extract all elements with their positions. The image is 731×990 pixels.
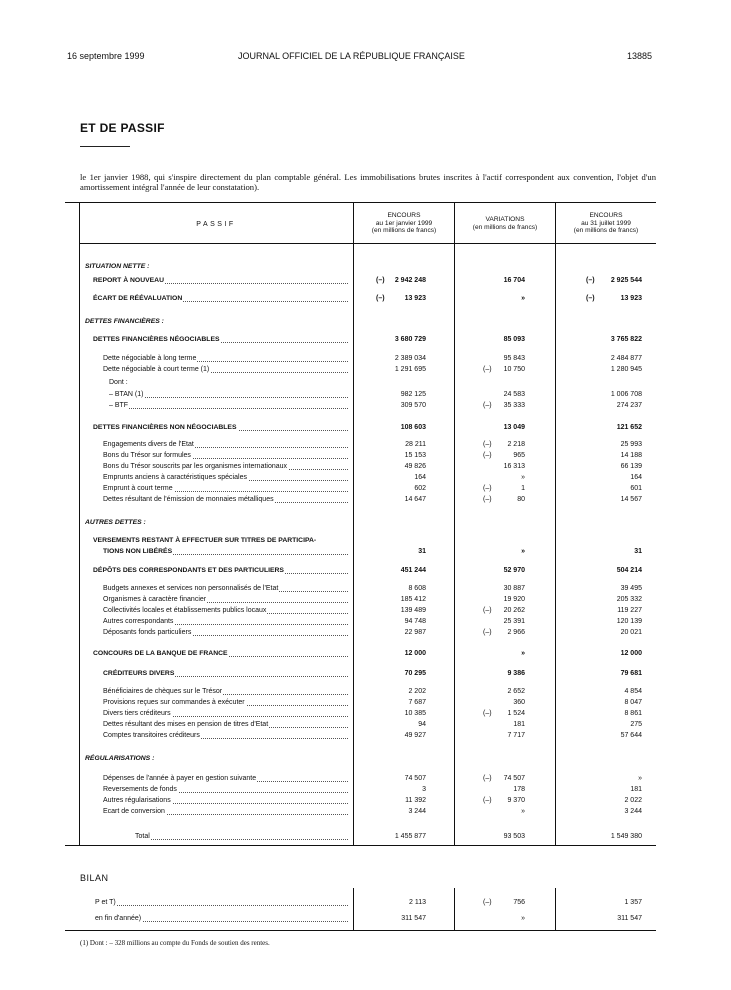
row-label [109,389,348,400]
row-label [103,806,348,817]
cell-variation: 2 218 [507,441,525,448]
sign-variation: (–) [483,710,492,717]
cell-encours-debut: 10 385 [404,710,426,717]
cell-encours-debut: 2 942 248 [394,277,426,284]
table-row [65,439,656,450]
row-label-text: Comptes transitoires créditeurs [103,732,200,739]
row-label-text: Emprunt à court terme [103,485,173,492]
cell-encours-fin: 2 022 [624,797,642,804]
table-row [65,494,656,505]
row-label-text: Autres régularisations [103,797,171,804]
row-label-text: RÉGULARISATIONS : [85,755,155,762]
row-label-text: Dont : [109,379,128,386]
row-label [93,535,348,546]
cell-encours-fin: 14 567 [620,496,642,503]
passif-table [65,202,656,846]
row-label-text: Dettes résultant de l'émission de monnaies métalliques [103,496,274,503]
table-row [65,831,656,842]
row-label [93,648,348,659]
cell-variation: 19 920 [503,596,525,603]
sign-variation: (–) [483,607,492,614]
bilan-table [65,888,656,931]
cell-encours-debut: 309 570 [400,402,426,409]
cell-variation: 85 093 [503,336,525,343]
cell-encours-debut: 3 [422,786,426,793]
sign-variation: (–) [483,366,492,373]
cell-variation: 74 507 [503,775,525,782]
row-label [85,753,348,764]
cell-encours-fin: 601 [630,485,642,492]
cell-encours-fin: 25 993 [620,441,642,448]
table-row [65,627,656,638]
cell-encours-fin: 121 652 [616,424,642,431]
cell-variation: 10 750 [503,366,525,373]
cell-variation: 9 370 [507,797,525,804]
cell-variation: 16 313 [503,463,525,470]
row-label [103,697,348,708]
cell-encours-fin: » [638,775,642,782]
row-label [103,719,348,730]
cell-variation: 13 049 [503,424,525,431]
table-row [65,913,656,924]
row-label-text: AUTRES DETTES : [85,519,146,526]
row-label-text: VERSEMENTS RESTANT À EFFECTUER SUR TITRES DE PARTICIPA- [93,537,317,544]
sign-variation: (–) [483,441,492,448]
cell-encours-debut: 1 455 877 [394,833,426,840]
row-label-text: REPORT À NOUVEAU [93,277,164,284]
table-row [65,605,656,616]
sign-variation: (–) [483,402,492,409]
cell-encours-debut: 12 000 [404,650,426,657]
cell-encours-fin: 3 244 [624,808,642,815]
cell-encours-fin: 274 237 [616,402,642,409]
row-label [103,583,348,594]
cell-encours-fin: 164 [630,474,642,481]
cell-encours-fin: 57 644 [620,732,642,739]
row-label [93,293,348,304]
row-label-text: Collectivités locales et établissements publics locaux [103,607,267,614]
cell-variation: 95 843 [503,355,525,362]
cell-encours-fin: 119 227 [617,607,642,614]
row-label [103,605,348,616]
row-label [85,316,348,327]
cell-encours-fin: 12 000 [620,650,642,657]
sign-encours-fin: (–) [586,295,595,302]
cell-encours-debut: 14 647 [404,496,426,503]
bilan-title: BILAN [80,873,109,883]
table-row [65,261,656,272]
table-row [65,773,656,784]
cell-variation: 9 386 [507,670,525,677]
table-row [65,422,656,433]
cell-encours-fin: 120 139 [616,618,642,625]
cell-encours-fin: 504 214 [616,567,642,574]
cell-encours-fin: 205 332 [616,596,642,603]
cell-encours-debut: 185 412 [400,596,426,603]
row-label-text: Provisions reçues sur commandes à exécuter [103,699,245,706]
cell-encours-debut: 31 [418,548,426,555]
sign-variation: (–) [483,629,492,636]
cell-encours-debut: 108 603 [400,424,426,431]
cell-variation: 2 966 [507,629,525,636]
cell-variation: 965 [513,452,525,459]
row-label-text: Engagements divers de l'Etat [103,441,194,448]
cell-encours-fin: 8 861 [624,710,642,717]
cell-encours-debut: 2 113 [409,899,426,906]
title-rule [80,146,130,147]
row-label [135,831,348,842]
cell-encours-debut: 451 244 [400,567,426,574]
cell-variation: 35 333 [503,402,525,409]
cell-encours-fin: 4 854 [624,688,642,695]
cell-encours-fin: 79 681 [620,670,642,677]
intro-paragraph: le 1er janvier 1988, qui s'inspire directement du plan comptable général. Les immobilisations brutes inscrites à l'actif correspondent aux convention, l'objet d'un amortissement intégral l'année de leur constatation). [80,172,656,192]
table-row [65,686,656,697]
row-label-text: Bénéficiaires de chèques sur le Trésor [103,688,223,695]
cell-encours-debut: 1 291 695 [394,366,426,373]
header-separator [79,243,656,244]
row-label-text: TIONS NON LIBÉRÉS [103,548,173,555]
row-label [103,784,348,795]
cell-encours-debut: 139 489 [400,607,426,614]
cell-variation: » [521,548,525,555]
cell-encours-fin: 20 021 [620,629,642,636]
cell-variation: 1 [521,485,525,492]
row-label-text: Bons du Trésor souscrits par les organismes internationaux [103,463,288,470]
row-label [93,422,348,433]
cell-encours-debut: 3 244 [408,808,426,815]
sign-encours-debut: (–) [376,295,385,302]
table-row [65,450,656,461]
row-label [103,730,348,741]
cell-encours-debut: 94 [418,721,426,728]
row-label [103,439,348,450]
row-label-text: Divers tiers créditeurs [103,710,171,717]
header-date: 16 septembre 1999 [67,51,145,61]
footnote: (1) Dont : – 328 millions au compte du Fonds de soutien des rentes. [80,939,270,947]
cell-encours-fin: 31 [634,548,642,555]
table-row [65,334,656,345]
col-header-encours-fin: ENCOURS au 31 juillet 1999 (en millions de francs) [573,212,639,235]
cell-encours-fin: 14 188 [620,452,642,459]
cell-encours-debut: 13 923 [404,295,426,302]
row-label-text: DÉPÔTS DES CORRESPONDANTS ET DES PARTICULIERS [93,567,284,574]
cell-variation: 178 [513,786,525,793]
row-label [103,353,348,364]
row-label [103,450,348,461]
row-label-text: – BTAN (1) [109,391,144,398]
cell-variation: 7 717 [507,732,525,739]
table-row [65,316,656,327]
cell-encours-debut: 7 687 [408,699,426,706]
sign-encours-fin: (–) [586,277,595,284]
cell-encours-fin: 181 [630,786,642,793]
row-label-text: Total [135,833,150,840]
table-row [65,719,656,730]
row-label-text: Organismes à caractère financier [103,596,207,603]
row-label-text: SITUATION NETTE : [85,263,150,270]
row-label [103,627,348,638]
cell-variation: 2 652 [507,688,525,695]
row-label-text: Déposants fonds particuliers [103,629,192,636]
table-row [65,583,656,594]
row-label-text: Dette négociable à court terme (1) [103,366,210,373]
row-label-text: DETTES FINANCIÈRES NÉGOCIABLES [93,336,220,343]
row-label [103,472,348,483]
cell-variation: » [521,915,525,922]
row-label-text: DETTES FINANCIÈRES : [85,318,164,325]
row-label-text: Dettes résultant des mises en pension de titres d'Etat [103,721,269,728]
table-row [65,364,656,375]
table-row [65,472,656,483]
cell-encours-fin: 66 139 [620,463,642,470]
row-label [95,897,348,908]
row-label [109,400,348,411]
cell-encours-debut: 602 [414,485,426,492]
cell-variation: 52 970 [503,567,525,574]
sign-variation: (–) [483,485,492,492]
cell-encours-debut: 74 507 [404,775,426,782]
row-label-text: Budgets annexes et services non personnalisés de l'Etat [103,585,279,592]
sign-variation: (–) [483,899,492,906]
cell-encours-fin: 39 495 [620,585,642,592]
cell-encours-fin: 2 925 544 [610,277,642,284]
col-header-variations: VARIATIONS (en millions de francs) [472,216,538,231]
row-label-text: Emprunts anciens à caractéristiques spéciales [103,474,247,481]
cell-encours-fin: 3 765 822 [610,336,642,343]
table-row [65,708,656,719]
header-page-number: 13885 [627,51,653,61]
table-row [65,483,656,494]
cell-variation: 756 [513,899,525,906]
row-label [103,483,348,494]
cell-encours-debut: 70 295 [404,670,426,677]
row-label [103,364,348,375]
cell-encours-fin: 8 047 [624,699,642,706]
table-row [65,517,656,528]
row-label [103,708,348,719]
cell-encours-debut: 28 211 [405,441,426,448]
table-row [65,784,656,795]
sign-variation: (–) [483,452,492,459]
cell-variation: 360 [513,699,525,706]
row-label-text: DETTES FINANCIÈRES NON NÉGOCIABLES [93,424,237,431]
cell-variation: 24 583 [503,391,525,398]
row-label [103,461,348,472]
row-label [103,616,348,627]
table-row [65,353,656,364]
col-header-encours-debut: ENCOURS au 1er janvier 1999 (en millions de francs) [371,212,437,235]
row-label-text: Bons du Trésor sur formules [103,452,191,459]
row-label [103,686,348,697]
row-label-text: CONCOURS DE LA BANQUE DE FRANCE [93,650,228,657]
table-row [65,535,656,546]
row-label-text: Reversements de fonds [103,786,177,793]
cell-encours-debut: 982 125 [400,391,426,398]
cell-encours-debut: 22 987 [404,629,426,636]
cell-encours-debut: 8 608 [408,585,426,592]
row-label-text: CRÉDITEURS DIVERS [103,670,175,677]
cell-encours-fin: 1 006 708 [610,391,642,398]
row-label [103,795,348,806]
sign-variation: (–) [483,797,492,804]
cell-encours-fin: 275 [630,721,642,728]
row-label [93,565,348,576]
cell-variation: » [521,295,525,302]
row-label-text: – BTF [109,402,129,409]
row-label [85,517,348,528]
row-label-text: Ecart de conversion [103,808,165,815]
cell-encours-debut: 2 389 034 [394,355,426,362]
row-label [103,594,348,605]
table-row [65,389,656,400]
cell-variation: 16 704 [503,277,525,284]
table-row [65,377,656,388]
table-row [65,806,656,817]
sign-variation: (–) [483,775,492,782]
cell-variation: 25 391 [503,618,525,625]
row-label [95,913,348,924]
table-row [65,565,656,576]
row-label-text: Autres correspondants [103,618,174,625]
cell-variation: 181 [513,721,525,728]
cell-encours-debut: 311 547 [401,915,426,922]
cell-encours-debut: 2 202 [408,688,426,695]
table-row [65,730,656,741]
cell-encours-debut: 49 927 [404,732,426,739]
cell-encours-debut: 49 826 [404,463,426,470]
row-label [103,546,348,557]
cell-variation: 1 524 [507,710,525,717]
table-row [65,594,656,605]
table-row [65,753,656,764]
cell-encours-fin: 1 280 945 [610,366,642,373]
cell-encours-fin: 311 547 [617,915,642,922]
table-row [65,795,656,806]
cell-variation: 80 [517,496,525,503]
cell-encours-fin: 1 549 380 [610,833,642,840]
row-label [93,334,348,345]
row-label [103,494,348,505]
cell-variation: » [521,650,525,657]
table-row [65,400,656,411]
cell-encours-debut: 3 680 729 [394,336,426,343]
cell-variation: » [521,808,525,815]
cell-variation: » [521,474,525,481]
table-row [65,293,656,304]
row-label-text: en fin d'année) [95,915,142,922]
table-row [65,668,656,679]
table-row [65,546,656,557]
sign-encours-debut: (–) [376,277,385,284]
cell-encours-fin: 1 357 [624,899,642,906]
row-label-text: P et T) [95,899,116,906]
row-label-text: Dette négociable à long terme [103,355,197,362]
cell-encours-fin: 2 484 877 [610,355,642,362]
row-label [103,773,348,784]
cell-encours-debut: 164 [414,474,426,481]
row-label-text: Dépenses de l'année à payer en gestion suivante [103,775,257,782]
cell-encours-debut: 94 748 [404,618,426,625]
sign-variation: (–) [483,496,492,503]
row-label [109,377,348,388]
cell-variation: 93 503 [503,833,525,840]
table-row [65,616,656,627]
table-row [65,697,656,708]
cell-variation: 20 262 [503,607,525,614]
row-label [85,261,348,272]
page-title: ET DE PASSIF [80,121,165,135]
table-row [65,897,656,908]
cell-encours-debut: 11 392 [405,797,426,804]
header-journal-title: JOURNAL OFFICIEL DE LA RÉPUBLIQUE FRANÇAISE [238,51,465,61]
row-label [103,668,348,679]
table-row [65,275,656,286]
cell-encours-debut: 15 153 [404,452,426,459]
row-label [93,275,348,286]
cell-encours-fin: 13 923 [620,295,642,302]
table-row [65,648,656,659]
table-row [65,461,656,472]
col-header-passif: PASSIF [196,221,236,228]
row-label-text: ÉCART DE RÉÉVALUATION [93,295,183,302]
cell-variation: 30 887 [503,585,525,592]
